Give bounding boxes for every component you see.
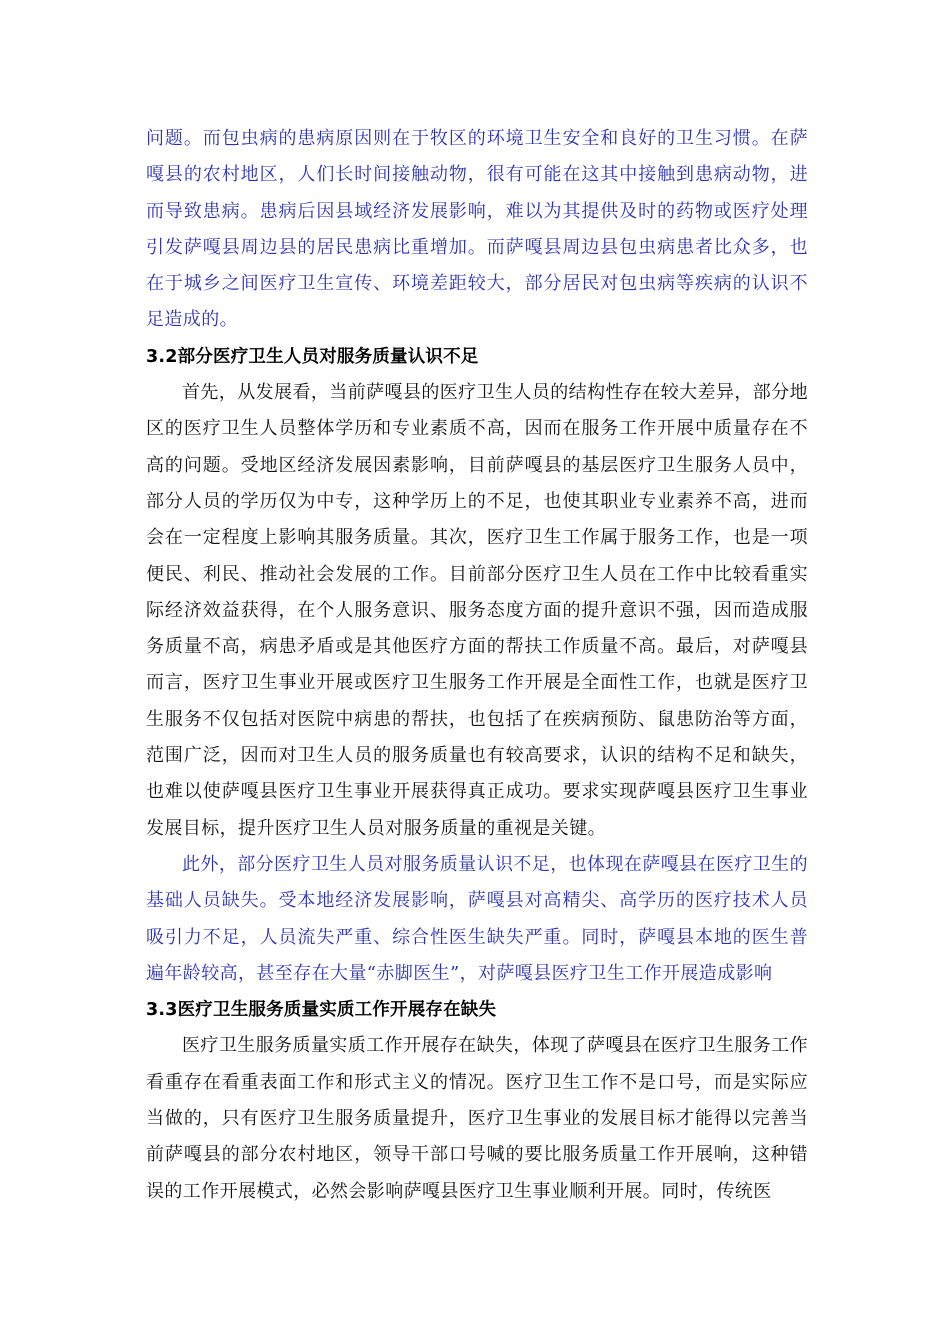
- section-heading-3-2: 3.2部分医疗卫生人员对服务质量认识不足: [146, 346, 479, 367]
- paragraph-basic-staff-shortage: 此外，部分医疗卫生人员对服务质量认识不足，也体现在萨嘎县在医疗卫生的基础人员缺失。受本地经济发展影响，萨嘎县对高精尖、高学历的医疗技术人员吸引力不足，人员流失严重、综合性医生缺失严重。同时，萨嘎县本地的医生普遍年龄较高，甚至存在大量“赤脚医生”，对萨嘎县医疗卫生工作开展造成影响: [146, 853, 808, 984]
- paragraph-staff-quality-awareness: 首先，从发展看，当前萨嘎县的医疗卫生人员的结构性存在较大差异，部分地区的医疗卫生人员整体学历和专业素质不高，因而在服务工作开展中质量存在不高的问题。受地区经济发展因素影响，目前萨嘎县的基层医疗卫生服务人员中，部分人员的学历仅为中专，这种学历上的不足，也使其职业专业素养不高，进而会在一定程度上影响其服务质量。其次，医疗卫生工作属于服务工作，也是一项便民、利民、推动社会发展的工作。目前部分医疗卫生人员在工作中比较看重实际经济效益获得，在个人服务意识、服务态度方面的提升意识不强，因而造成服务质量不高，病患矛盾或是其他医疗方面的帮扶工作质量不高。最后，对萨嘎县而言，医疗卫生事业开展或医疗卫生服务工作开展是全面性工作，也就是医疗卫生服务不仅包括对医院中病患的帮扶，也包括了在疾病预防、鼠患防治等方面，范围广泛，因而对卫生人员的服务质量也有较高要求，认识的结构不足和缺失，也难以使萨嘎县医疗卫生事业开展获得真正成功。要求实现萨嘎县医疗卫生事业发展目标，提升医疗卫生人员对服务质量的重视是关键。: [146, 382, 808, 839]
- paragraph-substantive-work-gaps: 医疗卫生服务质量实质工作开展存在缺失，体现了萨嘎县在医疗卫生服务工作看重存在看重表面工作和形式主义的情况。医疗卫生工作不是口号，而是实际应当做的，只有医疗卫生服务质量提升，医疗卫生事业的发展目标才能得以完善当前萨嘎县的部分农村地区，领导干部口号喊的要比服务质量工作开展响，这种错误的工作开展模式，必然会影响萨嘎县医疗卫生事业顺利开展。同时，传统医: [146, 1035, 808, 1202]
- section-heading-3-3: 3.3医疗卫生服务质量实质工作开展存在缺失: [146, 1000, 497, 1021]
- paragraph-echinococcosis-causes: 问题。而包虫病的患病原因则在于牧区的环境卫生安全和良好的卫生习惯。在萨嘎县的农村地区，人们长时间接触动物，很有可能在这其中接触到患病动物，进而导致患病。患病后因县域经济发展影响，难以为其提供及时的药物或医疗处理引发萨嘎县周边县的居民患病比重增加。而萨嘎县周边县包虫病患者比众多，也在于城乡之间医疗卫生宣传、环境差距较大，部分居民对包虫病等疾病的认识不足造成的。: [146, 128, 808, 331]
- document-body: [146, 121, 808, 1210]
